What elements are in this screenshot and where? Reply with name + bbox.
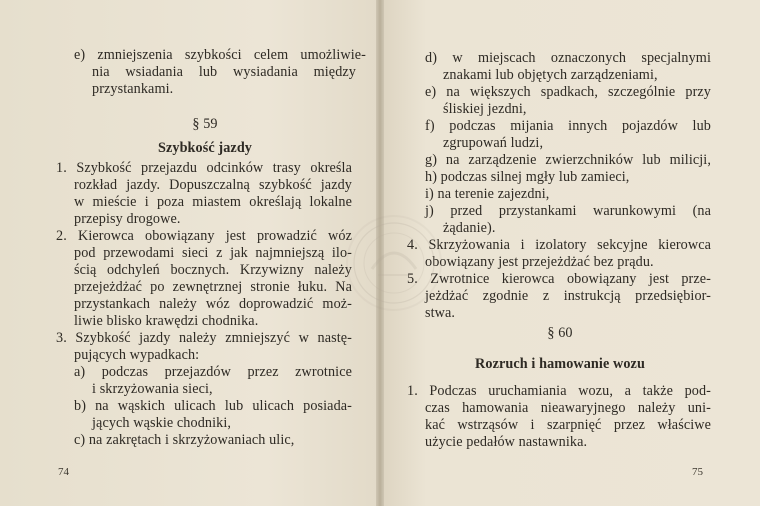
page-number: 75	[692, 466, 703, 478]
text-line: ścią odchyleń bocznych. Krzywizny należy	[74, 262, 352, 278]
text-line: e) zmniejszenia szybkości celem umożliwie-	[74, 47, 366, 63]
text-line: 1. Szybkość przejazdu odcinków trasy określa	[56, 160, 352, 176]
watermark-stamp-icon	[346, 215, 442, 311]
text-line: 1. Podczas uruchamiania wozu, a także pod-	[407, 383, 711, 399]
text-line: śliskiej jezdni,	[443, 101, 527, 117]
text-line: j) przed przystankami warunkowymi (na	[425, 203, 711, 219]
text-line: przystankach należy wóz doprowadzić moż-	[74, 296, 352, 312]
text-line: jeżdżać zgodnie z instrukcją przedsiębior-	[425, 288, 711, 304]
text-line: 4. Skrzyżowania i izolatory sekcyjne kierowca	[407, 237, 711, 253]
text-line: 3. Szybkość jazdy należy zmniejszyć w nastę-	[56, 330, 352, 346]
text-line: pujących wypadkach:	[74, 347, 200, 363]
text-line: pod przewodami sieci z jak najmniejszą ilo-	[74, 245, 352, 261]
text-line: b) na wąskich ulicach lub ulicach posiada-	[74, 398, 352, 414]
text-line: 2. Kierowca obowiązany jest prowadzić wóz	[56, 228, 352, 244]
text-line: przejeżdżać po zewnętrznej stronie łuku. Na	[74, 279, 352, 295]
text-line: jących wąskie chodniki,	[92, 415, 232, 431]
text-line: e) na większych spadkach, szczególnie przy	[425, 84, 711, 100]
section-title: Szybkość jazdy	[157, 140, 253, 156]
section-title: Rozruch i hamowanie wozu	[475, 356, 645, 372]
text-line: liwie blisko krawędzi chodnika.	[74, 313, 259, 329]
text-line: znakami lub objętych zarządzeniami,	[443, 67, 658, 83]
text-line: rozkład jazdy. Dopuszczalną szybkość jazdy	[74, 177, 352, 193]
text-line: i skrzyżowania sieci,	[92, 381, 213, 397]
text-line: w mieście i poza miastem określają lokalne	[74, 194, 352, 210]
text-line: przepisy drogowe.	[74, 211, 181, 227]
text-line: c) na zakrętach i skrzyżowaniach ulic,	[74, 432, 295, 448]
section-number: § 60	[547, 325, 573, 341]
text-line: żądanie).	[443, 220, 496, 236]
text-line: i) na terenie zajezdni,	[425, 186, 550, 202]
section-number: § 59	[192, 116, 218, 132]
text-line: stwa.	[425, 305, 456, 321]
text-line: 5. Zwrotnice kierowca obowiązany jest prze-	[407, 271, 711, 287]
text-line: nia wsiadania lub wysiadania między	[92, 64, 356, 80]
text-line: a) podczas przejazdów przez zwrotnice	[74, 364, 352, 380]
text-line: f) podczas mijania innych pojazdów lub	[425, 118, 711, 134]
text-line: d) w miejscach oznaczonych specjalnymi	[425, 50, 711, 66]
text-line: g) na zarządzenie zwierzchników lub milicji,	[425, 152, 711, 168]
page-number: 74	[58, 466, 69, 478]
text-line: przystankami.	[92, 81, 174, 97]
text-line: czas hamowania nieawaryjnego należy uni-	[425, 400, 711, 416]
text-line: użycie pedałów nastawnika.	[425, 434, 588, 450]
text-line: zgrupowań ludzi,	[443, 135, 544, 151]
text-line: kać wstrząsów i szarpnięć przez właściwe	[425, 417, 711, 433]
text-line: obowiązany jest przejeżdżać bez prądu.	[425, 254, 654, 270]
text-line: h) podczas silnej mgły lub zamieci,	[425, 169, 630, 185]
